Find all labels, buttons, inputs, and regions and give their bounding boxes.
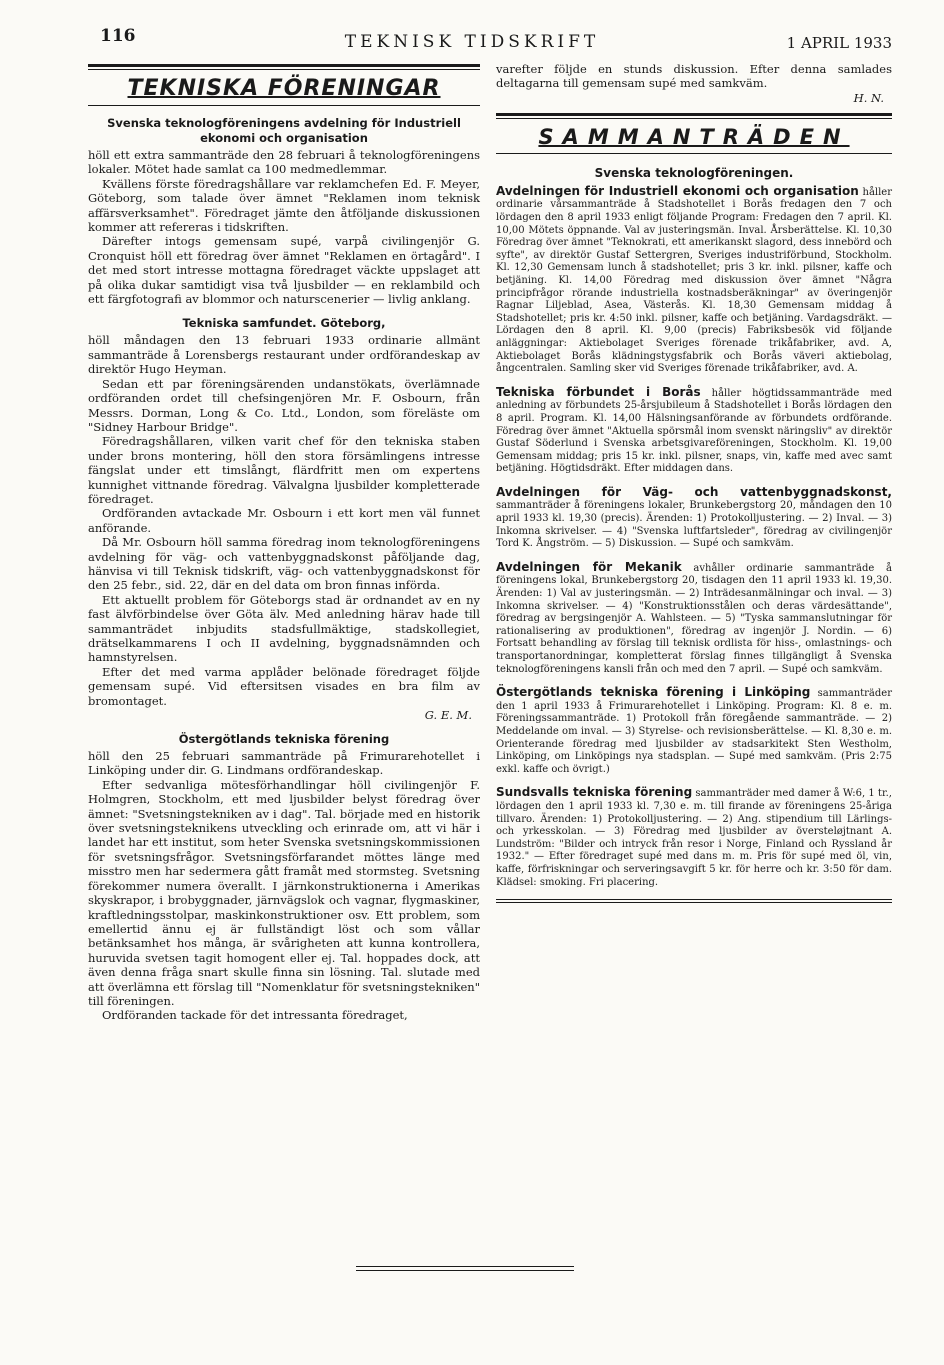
article-paragraph: Efter sedvanliga mötesförhandlingar höll civilingenjör F. Holmgren, Stockholm, ett med ljusbilder belyst föredrag över ämnet: "Svetsningstekniken av i dag". Tal. började med en historik över svetsningsteknikens utveckling och erinrade om, att vi här i landet har ett institut, som heter Svenska svetsningskommissionen för svetsningsfrågor. Svetsningsförfarandet möttes länge med misstro men har sedermera gått framåt med stormsteg. Svetsning förekommer numera överallt. I järnkonstruktionerna i Amerikas skyskrapor, i brobyggnader, järnvägslok och vagnar, flygmaskiner, kraftledningsstolpar, maskinkonstruktioner osv. Ett problem, som emellertid ännu ej är fullständigt löst och som vållar betänksamhet hos många, är svårigheten att kunna kontrollera, huruvida svetsen tagit homogent eller ej. Tal. hoppades dock, att även denna fråga snart skulle finna sin lösning. Tal. slutade med att överlämna ett förslag till "Nomenklatur för svetsningstekniken" till föreningen. xyxy=(88,777,480,1008)
banner-top-rule xyxy=(496,113,892,116)
article-heading: Tekniska samfundet. Göteborg, xyxy=(182,316,386,331)
banner-top-thin-rule xyxy=(88,69,480,70)
article-heading: Svenska teknologföreningens avdelning för Industriell ekonomi och organisation xyxy=(107,116,461,145)
article-paragraph: Ordföranden tackade för det intressanta föredraget, xyxy=(102,1008,408,1023)
article-paragraph: Då Mr. Osbourn höll samma föredrag inom teknologföreningens avdelning för väg- och vattenbyggnadskonst påföljande dag, hänvisa vi till Teknisk tidskrift, väg- och vattenbyggnadskonst för den 25 febr., sid. 22, där en del data om bron finnas införda. xyxy=(88,535,480,593)
meeting-entry xyxy=(496,561,892,676)
article-paragraph: höll den 25 februari sammanträde på Frimurarehotellet i Linköping under dir. G. Lindmans ordförandeskap. xyxy=(88,749,480,778)
article-paragraph: höll måndagen den 13 februari 1933 ordinarie allmänt sammanträde å Lorensbergs restaurant under ordförandeskap av direktör Hugo Heyman. xyxy=(88,333,480,377)
meeting-entry-body: håller högtidssammanträde med anledning av förbundets 25-årsjubileum å Stadshotellet i Borås lördagen den 8 april. Program. Kl. 14,00 Hälsningsanförande av förbundets ordförande. Föredrag över ämnet "Aktuella spörsmål inom svenskt näringsliv" av direktör Gustaf Söderlund i Svenska arbetsgivareföreningen, Stockholm. Kl. 19,00 Gemensam middag; pris 15 kr. inkl. pilsner, snaps, vin, kaffe med avec samt betjäning. Högtidsdräkt. Efter middagen dans. xyxy=(496,387,892,475)
article-paragraph: Sedan ett par föreningsärenden undanstökats, överlämnade ordföranden ordet till chefsingenjören Mr. F. Osbourn, från Messrs. Dorman, Long & Co. Ltd., London, som föreläste om "Sidney Harbour Bridge". xyxy=(88,376,480,434)
meeting-entry-body: sammanträder å föreningens lokaler, Brunkebergstorg 20, måndagen den 10 april 1933 kl. 19,30 (precis). Ärenden: 1) Protokolljustering. — 2) Inval. — 3) Inkomna skrivelser. — 4) "Svenska luftfartsleder", föredrag av civilingenjör Tord K. Ångström. — 5) Diskussion. — Supé och samkväm. xyxy=(496,500,892,550)
article-paragraph: Efter det med varma applåder belönade föredraget följde gemensam supé. Vid eftersitsen visades en bra film av bromontaget. xyxy=(88,664,480,708)
continuation-paragraph: varefter följde en stunds diskussion. Efter denna samlades deltagarna till gemensam supé med samkväm. xyxy=(496,62,892,91)
article-paragraph: Därefter intogs gemensam supé, varpå civilingenjör G. Cronquist höll ett föredrag över ämnet "Reklamen en örtagård". I det med stort intresse mottagna föredraget väckte uppslaget att på olika dukar samtidigt visa två ljusbilder — en reklambild och ett färgfotografi av blommor och naturscenerier — livlig anklang. xyxy=(88,234,480,307)
meeting-entry-head: Avdelningen för Industriell ekonomi och organisation xyxy=(496,183,859,198)
meeting-entry xyxy=(496,486,892,551)
page-header xyxy=(0,26,944,56)
org-heading: Svenska teknologföreningen. xyxy=(594,165,794,180)
banner-bottom-rule xyxy=(88,105,480,106)
article-teknologforeningen xyxy=(88,116,480,306)
section-banner-foreningar: TEKNISKA FÖRENINGAR xyxy=(127,76,441,101)
meeting-entry-body: avhåller ordinarie sammanträde å föreningens lokal, Brunkebergstorg 20, tisdagen den 11 april 1933 kl. 19,30. Ärenden: 1) Val av justeringsmän. — 2) Inträdesanmälningar och inval. — 3) Inkomna skrivelser. — 4) "Konstruktionsstålen och deras värdesättande", föredrag av bergsingenjör A. Wahlsteen. — 5) "Tyska sammanslutningar för rationalisering av produktionen", föredrag av ingenjör J. Nordin. — 6) Fortsatt behandling av förslag till teknisk ordlista för hiss-, omlastnings- och transportanordningar, kompletterat förslag finnes tillgängligt å Svenska teknologföreningens kansli från och med den 7 april. — Supé och samkväm. xyxy=(496,562,892,675)
page-number: 116 xyxy=(100,26,136,46)
meeting-entry xyxy=(496,185,892,376)
meeting-entry-body: sammanträder med damer å W:6, 1 tr., lördagen den 1 april 1933 kl. 7,30 e. m. till firande av föreningens 25-åriga tillvaro. Ärenden: 1) Protokolljustering. — 2) Ang. stipendium till Lärlings- och yrkesskolan. — 3) Föredrag med ljusbilder av översteløjtnant A. Lundström: "Bilder och intryck från resor i Norge, Finland och Ryssland år 1932." — Efter föredraget supé med dans m. m. Pris för supé med öl, vin, kaffe, förfriskningar och serveringsavgift 5 kr. för herre och kr. 3:50 för dam. Klädsel: smoking. Fri placering. xyxy=(496,788,892,888)
article-tekniska-samfundet xyxy=(88,316,480,722)
article-paragraph: Ett aktuellt problem för Göteborgs stad är ordnandet av en ny fast älvförbindelse över Göta älv. Med anledning härav hade till sammanträdet inbjudits stadsfullmäktige, stadskollegiet, drätselkammarens I och II avdelning, byggnadsnämnden och hamnstyrelsen. xyxy=(88,592,480,665)
issue-date: 1 APRIL 1933 xyxy=(786,34,892,52)
meeting-entry-head: Östergötlands tekniska förening i Linköping xyxy=(496,685,811,700)
meeting-entry-body: sammanträder den 1 april 1933 å Frimurarehotellet i Linköping. Program: Kl. 8 e. m. Föreningssammanträde. 1) Protokoll från föregående sammanträde. — 2) Meddelande om inval. — 3) Styrelse- och revisionsberättelse. — Kl. 8,30 e. m. Orienterande föredrag med ljusbilder av stadsarkitekt Sten Westholm, Linköping, om Linköpings nya stadsplan. — Supé med samkväm. (Pris 2:75 exkl. kaffe och övrigt.) xyxy=(496,688,892,775)
article-paragraph: Kvällens förste föredragshållare var reklamchefen Ed. F. Meyer, Göteborg, som talade över ämnet "Reklamen inom teknisk affärsverksamhet". Föredraget jämte den åtföljande diskussionen kommer att refereras i tidskriften. xyxy=(88,176,480,235)
meeting-entry-head: Avdelningen för Mekanik xyxy=(496,559,682,574)
article-paragraph: Ordföranden avtackade Mr. Osbourn i ett kort men väl funnet anförande. xyxy=(88,506,480,535)
page-end-rule xyxy=(356,1266,574,1267)
meeting-entry-head: Tekniska förbundet i Borås xyxy=(496,384,701,399)
left-column xyxy=(88,62,480,1023)
section-banner-sammantraden: SAMMANTRÄDEN xyxy=(538,124,850,149)
meeting-entry-body: håller ordinarie vårsammanträde å Stadshotellet i Borås fredagen den 7 och lördagen den 8 april 1933 enligt följande Program: Fredagen den 7 april. Kl. 10,00 Mötets öppnande. Val av justeringsmän. Inval. Årsberättelse. Kl. 10,30 Föredrag över ämnet "Teknokrati, ett amerikanskt slagord, dess innebörd och syfte", av direktör Gustaf Settergren, Sveriges industriförbund, Stockholm. Kl. 12,30 Gemensam lunch å stadshotellet; pris 3 kr. inkl. pilsner, kaffe och betjäning. Kl. 14,00 Föredrag med diskussion över ämnet "Några principfrågor rörande industriella kostnadsberäkningar" av överingenjör Ragnar Liljeblad, Asea, Västerås. Kl. 18,30 Gemensam middag å Stadshotellet; pris kr. 4:50 inkl. pilsner, kaffe och betjäning. Vardagsdräkt. — Lördagen den 8 april. Kl. 9,00 (precis) Fabriksbesök vid följande anläggningar: Aktiebolaget Sveriges förenade trikåfabriker, avd. A, Aktiebolaget Borås klädningstygsfabrik och Borås väveri aktiebolag, ångcentralen. Samling sker vid Sveriges förenade trikåfabriker, avd. A. xyxy=(496,186,892,375)
continuation-signature: H. N. xyxy=(853,90,884,105)
meeting-entry-head: Sundsvalls tekniska förening xyxy=(496,785,693,800)
page-end-rule xyxy=(356,1270,574,1271)
journal-title: TEKNISK TIDSKRIFT xyxy=(344,32,600,52)
banner-top-thin-rule xyxy=(496,118,892,119)
right-column xyxy=(496,62,892,905)
meeting-entry xyxy=(496,686,892,776)
article-heading: Östergötlands tekniska förening xyxy=(178,732,390,747)
banner-top-rule xyxy=(88,64,480,67)
article-paragraph: höll ett extra sammanträde den 28 februari å teknologföreningens lokaler. Mötet hade samlat ca 100 medmedlemmar. xyxy=(88,148,480,177)
article-ostergotlands xyxy=(88,732,480,1023)
banner-bottom-rule xyxy=(496,153,892,154)
article-paragraph: Föredragshållaren, vilken varit chef för den tekniska staben under brons montering, höll den stora försämlingens intresse fängslat under ett timslångt, flärdfritt men om expertens kunnighet vittnande föredrag. Välvalgna ljusbilder kompletterade föredraget. xyxy=(88,434,480,506)
column-end-rule xyxy=(496,899,892,900)
column-end-rule xyxy=(496,902,892,903)
meeting-entry-head: Avdelningen för Väg- och vattenbyggnadskonst, xyxy=(496,484,892,499)
meeting-entry xyxy=(496,386,892,476)
page-end-rules xyxy=(356,1263,574,1274)
article-signature: G. E. M. xyxy=(424,708,472,723)
meeting-entry xyxy=(496,786,892,889)
